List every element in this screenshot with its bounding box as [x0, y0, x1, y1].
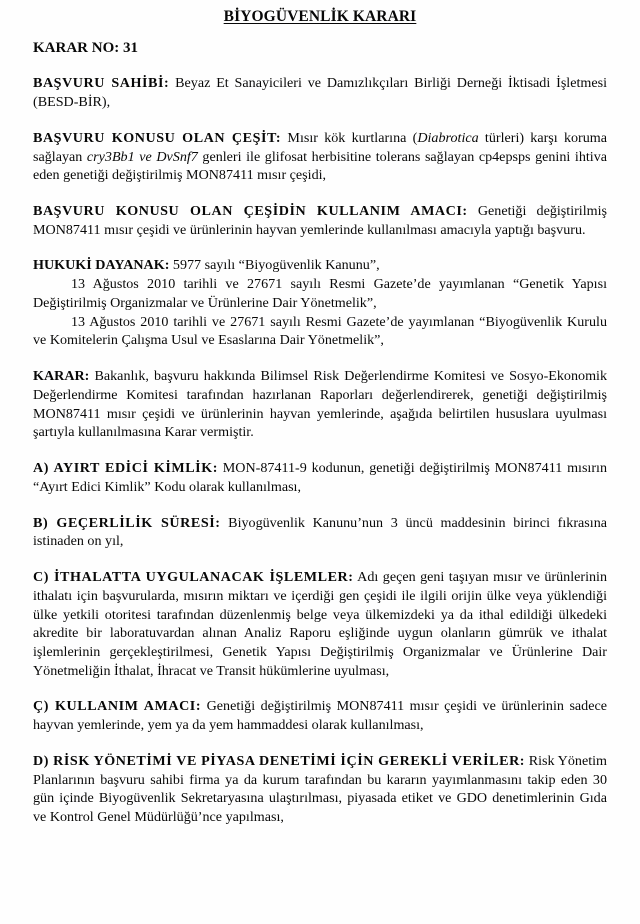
- section-decision: [33, 367, 607, 442]
- legal-basis-heading: HUKUKİ DAYANAK:: [33, 257, 170, 274]
- section-purpose-of-use: [33, 202, 607, 239]
- variety-heading: BAŞVURU KONUSU OLAN ÇEŞİT:: [33, 129, 282, 146]
- decision-number: KARAR NO: 31: [33, 39, 138, 56]
- gene-names: cry3Bb1 ve DvSnf7: [86, 148, 198, 165]
- applicant-heading: BAŞVURU SAHİBİ:: [33, 75, 170, 92]
- applicant-body: Beyaz Et Sanayicileri ve Damızlıkçıları Birliği Derneği İktisadi İşletmesi (BESD-BİR),: [33, 75, 608, 111]
- article-c-cedilla-body: Genetiği değiştirilmiş MON87411 mısır çeşidi ve ürünlerinin sadece hayvan yemlerinde, yem ya da yem hammaddesi olarak kullanılması,: [33, 698, 607, 734]
- page-title: BİYOGÜVENLİK KARARI: [223, 8, 417, 25]
- article-d-body: Risk Yönetim Planlarının başvuru sahibi firma ya da kurum tarafından bu kararın yayımlanmasını takip eden 30 gün içinde Biyogüvenlik Sekretaryasına ulaştırılması, piyasada etiket ve GDO denetimlerinin Gıda ve Kontrol Genel Müdürlüğü’nce yapılması,: [33, 752, 608, 826]
- legal-basis-body: 5977 sayılı “Biyogüvenlik Kanunu”,: [169, 257, 380, 274]
- article-a-heading: A) AYIRT EDİCİ KİMLİK:: [33, 460, 218, 477]
- article-a: [33, 459, 607, 496]
- legal-basis-subitem-2: 13 Ağustos 2010 tarihli ve 27671 sayılı Resmi Gazete’de yayımlanan “Biyogüvenlik Kurulu ve Komitelerin Çalışma Usul ve Esaslarına Dair Yönetmelik”,: [33, 313, 607, 349]
- variety-body-part2: türleri) karşı koruma sağlayan: [33, 129, 607, 165]
- legal-basis-subitem-1: 13 Ağustos 2010 tarihli ve 27671 sayılı Resmi Gazete’de yayımlanan “Genetik Yapısı Değiştirilmiş Organizmalar ve Ürünlerine Dair Yönetmelik”,: [33, 276, 607, 311]
- section-variety: [33, 129, 607, 185]
- purpose-body: Genetiği değiştirilmiş MON87411 mısır çeşidi ve ürünlerinin hayvan yemlerinde kullanılması amacıyla yaptığı başvuru.: [33, 203, 607, 238]
- article-c-cedilla-heading: Ç) KULLANIM AMACI:: [33, 698, 202, 715]
- article-a-body: MON-87411-9 kodunun, genetiği değiştirilmiş MON87411 mısırın “Ayırt Edici Kimlik” Kodu olarak kullanılması,: [33, 460, 607, 495]
- section-applicant: [33, 74, 607, 111]
- article-c-heading: C) İTHALATTA UYGULANACAK İŞLEMLER:: [33, 569, 354, 586]
- gene-species-name: Diabrotica: [417, 129, 479, 146]
- variety-body-part1: Mısır kök kurtlarına (: [281, 129, 418, 146]
- article-d-heading: D) RİSK YÖNETİMİ VE PİYASA DENETİMİ İÇİN GEREKLİ VERİLER:: [33, 752, 526, 769]
- article-b: [33, 514, 607, 551]
- decision-heading: KARAR:: [33, 368, 90, 385]
- article-b-body: Biyogüvenlik Kanunu’nun 3 üncü maddesinin birinci fıkrasına istinaden on yıl,: [33, 514, 607, 550]
- article-c-body: Adı geçen geni taşıyan mısır ve ürünlerinin ithalatı için başvurularda, mısırın miktarı ve içerdiği gen çeşidi ile ilgili orijin ülke veya yüklendiği ülke yetkili otoritesi tarafından düzenlenmiş belge veya ülkemizdeki ya da ithal edildiği ülkedeki akredite bir laboratuvardan alınan Analiz Raporu eşliğinde uygun olanların gümrük ve ithalat işlemlerinin gerçekleştirilmesi, Genetik Yapısı Değiştirilmiş Organizmalar ve Ürünlerine Dair Yönetmeliğin İthalat, İhracat ve Transit hükümlerine uyulması,: [33, 569, 607, 679]
- article-c: [33, 568, 607, 680]
- purpose-heading: BAŞVURU KONUSU OLAN ÇEŞİDİN KULLANIM AMACI:: [33, 203, 468, 220]
- decision-body: Bakanlık, başvuru hakkında Bilimsel Risk Değerlendirme Komitesi ve Sosyo-Ekonomik Değerlendirme Komitesi tarafından hazırlanan Raporları değerlendirerek, genetiği değiştirilmiş MON87411 mısır çeşidi ve ürünlerinin hayvan yemlerinde, aşağıda belirtilen hususlara uyulması şartıyla kullanılmasına Karar vermiştir.: [33, 368, 607, 441]
- section-legal-basis: [33, 256, 607, 275]
- variety-body-part3: genleri ile glifosat herbisitine tolerans sağlayan cp4epsps genini ihtiva eden genetiği değiştirilmiş MON87411 mısır çeşidi,: [33, 148, 607, 184]
- article-d: [33, 752, 607, 827]
- article-c-cedilla: [33, 697, 607, 734]
- article-b-heading: B) GEÇERLİLİK SÜRESİ:: [33, 514, 221, 531]
